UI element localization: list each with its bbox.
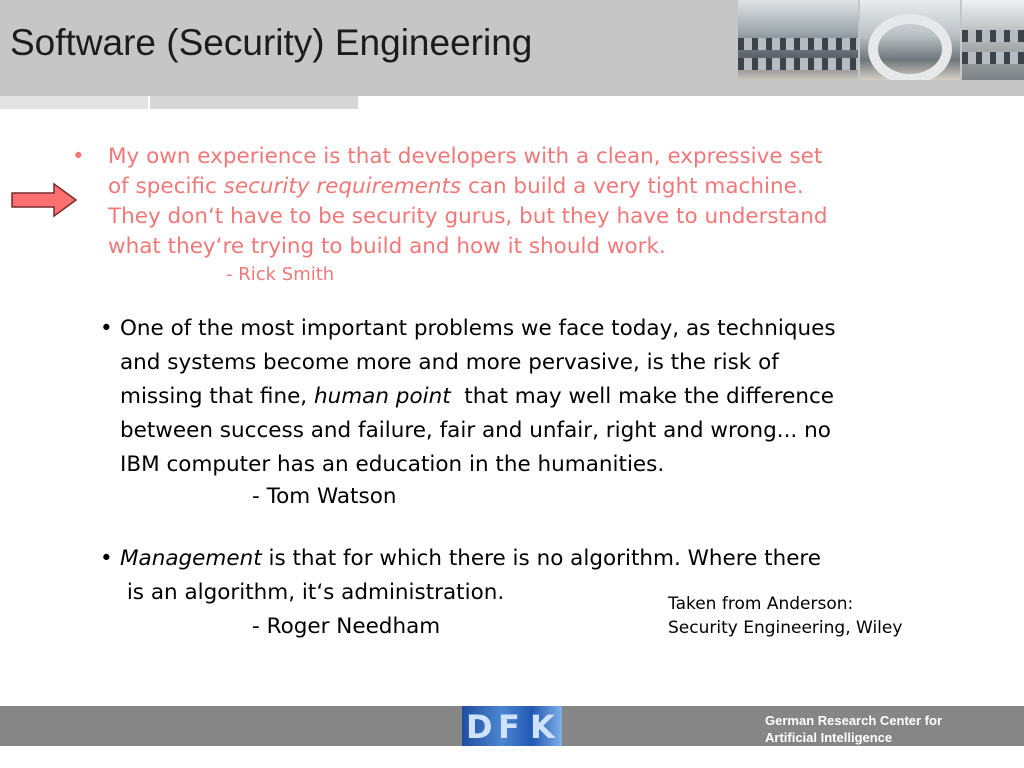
quote-attribution: - Roger Needham — [252, 614, 441, 639]
quote-line: and systems become more and more pervasive, is the risk of — [120, 350, 779, 375]
pointer-arrow-icon — [10, 182, 80, 218]
quote-tom-watson — [120, 312, 970, 482]
quote-rick-smith — [108, 142, 948, 262]
quote-emphasis: human point — [313, 384, 451, 409]
quote-attribution: - Tom Watson — [252, 484, 397, 509]
quote-line: missing that fine, human point that may well make the difference — [120, 384, 834, 409]
quote-bullet: • — [72, 144, 85, 169]
quote-emphasis: Management — [120, 546, 262, 571]
quote-line: what they‘re trying to build and how it should work. — [108, 234, 666, 259]
quote-line: is an algorithm, it‘s administration. — [120, 580, 505, 605]
source-citation: Taken from Anderson: Security Engineering, Wiley — [668, 594, 903, 638]
quote-emphasis: security requirements — [223, 174, 462, 199]
quote-line: They don‘t have to be security gurus, but they have to understand — [108, 204, 828, 229]
quote-bullet: • — [100, 546, 113, 571]
quote-line: IBM computer has an education in the humanities. — [120, 452, 665, 477]
quote-line: Management is that for which there is no algorithm. Where there — [120, 546, 822, 571]
quote-attribution: - Rick Smith — [226, 264, 335, 285]
quote-line: One of the most important problems we face today, as techniques — [120, 316, 836, 341]
quote-bullet: • — [100, 316, 113, 341]
quote-line: My own experience is that developers with a clean, expressive set — [108, 144, 823, 169]
dfki-logo: D F K — [462, 706, 562, 746]
quote-line: of specific security requirements can build a very tight machine. — [108, 174, 804, 199]
footer-org-name: German Research Center for Artificial Intelligence — [765, 713, 943, 745]
quote-line: between success and failure, fair and unfair, right and wrong... no — [120, 418, 831, 443]
slide-title: Software (Security) Engineering — [10, 22, 533, 63]
